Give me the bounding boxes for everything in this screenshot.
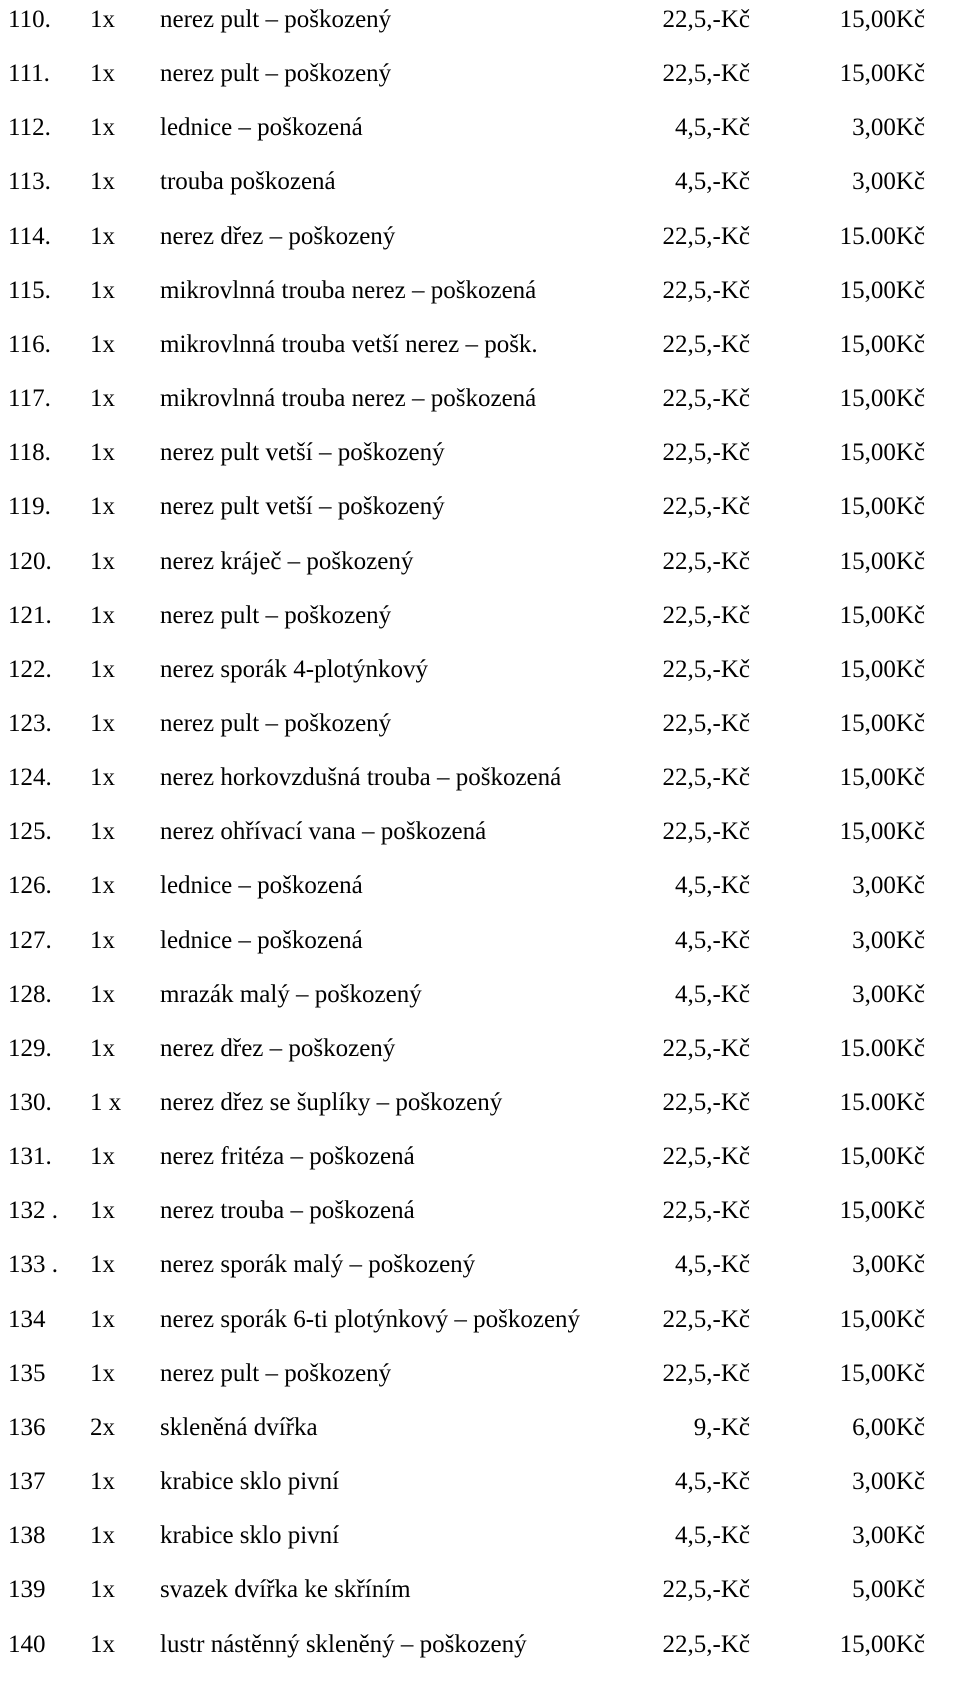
list-item	[0, 1191, 960, 1231]
item-value: 15,00Kč	[839, 276, 925, 304]
item-price: 22,5,-Kč	[662, 222, 750, 250]
list-item	[0, 596, 960, 636]
item-description: nerez dřez se šuplíky – poškozený	[160, 1089, 503, 1116]
item-price: 9,-Kč	[693, 1413, 750, 1441]
item-description: nerez pult – poškozený	[160, 601, 392, 629]
item-quantity: 1x	[90, 547, 115, 575]
item-number: 134	[8, 1305, 46, 1333]
item-description: nerez ohřívací vana – poškozená	[160, 818, 487, 846]
item-value: 6,00Kč	[852, 1413, 925, 1441]
item-number: 138	[8, 1522, 46, 1550]
item-price: 4,5,-Kč	[675, 1468, 750, 1496]
item-description: mrazák malý – poškozený	[160, 980, 422, 1008]
list-item	[0, 1570, 960, 1610]
list-item	[0, 1625, 960, 1665]
item-value: 3,00Kč	[852, 872, 925, 900]
item-value: 3,00Kč	[852, 1522, 925, 1550]
item-number: 111.	[8, 60, 50, 88]
item-price: 22,5,-Kč	[662, 547, 750, 575]
item-quantity: 1x	[90, 1034, 115, 1062]
list-item	[0, 54, 960, 94]
item-price: 22,5,-Kč	[662, 276, 750, 304]
item-description: nerez trouba – poškozená	[160, 1197, 415, 1225]
list-item	[0, 758, 960, 798]
item-description: nerez horkovzdušná trouba – poškozená	[160, 764, 562, 792]
item-price: 4,5,-Kč	[675, 168, 750, 196]
item-description: nerez pult – poškozený	[160, 60, 392, 88]
item-description: mikrovlnná trouba nerez – poškozená	[160, 385, 537, 413]
item-price: 22,5,-Kč	[662, 1305, 750, 1333]
item-price: 22,5,-Kč	[662, 764, 750, 792]
item-price: 22,5,-Kč	[662, 439, 750, 467]
item-quantity: 1x	[90, 601, 115, 629]
item-description: nerez dřez – poškozený	[160, 222, 396, 250]
item-quantity: 1x	[90, 1576, 115, 1604]
item-quantity: 1x	[90, 493, 115, 521]
list-item	[0, 162, 960, 202]
list-item	[0, 1516, 960, 1556]
item-description: trouba poškozená	[160, 168, 336, 196]
item-quantity: 1x	[90, 222, 115, 250]
item-description: nerez fritéza – poškozená	[160, 1143, 415, 1171]
item-value: 15,00Kč	[839, 1197, 925, 1225]
item-quantity: 1 x	[90, 1089, 122, 1116]
item-price: 22,5,-Kč	[662, 655, 750, 683]
list-item	[0, 325, 960, 365]
item-price: 4,5,-Kč	[675, 926, 750, 954]
item-number: 124.	[8, 764, 52, 792]
item-price: 22,5,-Kč	[662, 818, 750, 846]
list-item	[0, 1245, 960, 1285]
item-description: lednice – poškozená	[160, 872, 363, 900]
item-quantity: 1x	[90, 276, 115, 304]
item-number: 119.	[8, 493, 51, 521]
item-description: nerez dřez – poškozený	[160, 1034, 396, 1062]
item-value: 15,00Kč	[839, 655, 925, 683]
list-item	[0, 542, 960, 582]
item-description: nerez kráječ – poškozený	[160, 547, 414, 575]
item-price: 22,5,-Kč	[662, 1089, 750, 1116]
list-item	[0, 271, 960, 311]
item-number: 137	[8, 1468, 46, 1496]
list-item	[0, 704, 960, 744]
item-quantity: 1x	[90, 114, 115, 142]
item-value: 15,00Kč	[839, 493, 925, 521]
item-quantity: 1x	[90, 6, 115, 33]
list-item	[0, 108, 960, 148]
item-number: 110.	[8, 6, 51, 33]
item-quantity: 1x	[90, 655, 115, 683]
item-value: 3,00Kč	[852, 1468, 925, 1496]
item-value: 15,00Kč	[839, 1143, 925, 1171]
item-quantity: 1x	[90, 1197, 115, 1225]
item-description: nerez pult – poškozený	[160, 6, 392, 33]
item-number: 132 .	[8, 1197, 58, 1225]
item-value: 15,00Kč	[839, 818, 925, 846]
item-quantity: 1x	[90, 1522, 115, 1550]
item-value: 15,00Kč	[839, 1305, 925, 1333]
item-number: 118.	[8, 439, 51, 467]
item-number: 113.	[8, 168, 51, 196]
item-value: 15,00Kč	[839, 330, 925, 358]
item-description: svazek dvířka ke skříním	[160, 1576, 411, 1604]
item-quantity: 1x	[90, 60, 115, 88]
item-value: 5,00Kč	[852, 1576, 925, 1604]
item-value: 15,00Kč	[839, 1630, 925, 1658]
item-description: nerez sporák 6-ti plotýnkový – poškozený	[160, 1305, 581, 1333]
item-price: 4,5,-Kč	[675, 872, 750, 900]
item-value: 15,00Kč	[839, 709, 925, 737]
item-price: 4,5,-Kč	[675, 980, 750, 1008]
item-price: 22,5,-Kč	[662, 330, 750, 358]
item-quantity: 1x	[90, 1468, 115, 1496]
item-price: 22,5,-Kč	[662, 1197, 750, 1225]
item-number: 128.	[8, 980, 52, 1008]
item-number: 136	[8, 1413, 46, 1441]
item-quantity: 1x	[90, 385, 115, 413]
item-value: 15.00Kč	[839, 1089, 925, 1116]
item-value: 15,00Kč	[839, 547, 925, 575]
item-value: 3,00Kč	[852, 114, 925, 142]
list-item	[0, 812, 960, 852]
item-price: 22,5,-Kč	[662, 1576, 750, 1604]
item-quantity: 1x	[90, 439, 115, 467]
item-number: 125.	[8, 818, 52, 846]
item-price: 22,5,-Kč	[662, 1143, 750, 1171]
item-description: mikrovlnná trouba vetší nerez – pošk.	[160, 330, 538, 358]
list-item	[0, 1083, 960, 1123]
item-description: nerez pult vetší – poškozený	[160, 439, 445, 467]
item-value: 15.00Kč	[839, 222, 925, 250]
item-value: 3,00Kč	[852, 168, 925, 196]
list-item	[0, 379, 960, 419]
list-item	[0, 866, 960, 906]
item-number: 112.	[8, 114, 51, 142]
list-item	[0, 487, 960, 527]
item-value: 15,00Kč	[839, 6, 925, 33]
item-description: nerez sporák 4-plotýnkový	[160, 655, 428, 683]
item-number: 135	[8, 1359, 46, 1387]
list-item	[0, 433, 960, 473]
item-number: 127.	[8, 926, 52, 954]
item-quantity: 1x	[90, 168, 115, 196]
item-description: krabice sklo pivní	[160, 1522, 340, 1550]
item-description: skleněná dvířka	[160, 1413, 318, 1441]
item-quantity: 1x	[90, 1143, 115, 1171]
item-price: 22,5,-Kč	[662, 1034, 750, 1062]
item-description: lednice – poškozená	[160, 926, 363, 954]
item-quantity: 1x	[90, 1359, 115, 1387]
list-item	[0, 1354, 960, 1394]
item-number: 130.	[8, 1089, 52, 1116]
item-quantity: 1x	[90, 1305, 115, 1333]
item-number: 114.	[8, 222, 51, 250]
item-number: 121.	[8, 601, 52, 629]
item-quantity: 1x	[90, 709, 115, 737]
item-value: 3,00Kč	[852, 980, 925, 1008]
item-price: 22,5,-Kč	[662, 709, 750, 737]
item-description: nerez pult vetší – poškozený	[160, 493, 445, 521]
list-item	[0, 0, 960, 40]
item-value: 15,00Kč	[839, 60, 925, 88]
item-price: 22,5,-Kč	[662, 1630, 750, 1658]
item-description: krabice sklo pivní	[160, 1468, 340, 1496]
item-value: 15,00Kč	[839, 1359, 925, 1387]
item-number: 126.	[8, 872, 52, 900]
list-item	[0, 650, 960, 690]
list-item	[0, 1137, 960, 1177]
item-quantity: 1x	[90, 980, 115, 1008]
item-number: 123.	[8, 709, 52, 737]
item-value: 15,00Kč	[839, 764, 925, 792]
item-price: 22,5,-Kč	[662, 60, 750, 88]
item-quantity: 1x	[90, 330, 115, 358]
list-item	[0, 975, 960, 1015]
item-value: 15,00Kč	[839, 601, 925, 629]
item-description: nerez pult – poškozený	[160, 1359, 392, 1387]
item-description: lustr nástěnný skleněný – poškozený	[160, 1630, 527, 1658]
item-description: nerez pult – poškozený	[160, 709, 392, 737]
item-price: 22,5,-Kč	[662, 493, 750, 521]
item-number: 115.	[8, 276, 51, 304]
item-quantity: 1x	[90, 1251, 115, 1279]
list-item	[0, 1300, 960, 1340]
item-number: 129.	[8, 1034, 52, 1062]
list-item	[0, 1462, 960, 1502]
item-number: 139	[8, 1576, 46, 1604]
item-quantity: 1x	[90, 1630, 115, 1658]
list-item	[0, 1029, 960, 1069]
item-price: 22,5,-Kč	[662, 385, 750, 413]
item-value: 15,00Kč	[839, 439, 925, 467]
item-quantity: 1x	[90, 926, 115, 954]
item-quantity: 1x	[90, 818, 115, 846]
list-item	[0, 217, 960, 257]
item-price: 22,5,-Kč	[662, 1359, 750, 1387]
item-number: 117.	[8, 385, 51, 413]
item-price: 4,5,-Kč	[675, 114, 750, 142]
item-value: 3,00Kč	[852, 926, 925, 954]
item-number: 140	[8, 1630, 46, 1658]
item-description: lednice – poškozená	[160, 114, 363, 142]
item-price: 4,5,-Kč	[675, 1251, 750, 1279]
item-quantity: 1x	[90, 872, 115, 900]
item-value: 3,00Kč	[852, 1251, 925, 1279]
list-item	[0, 921, 960, 961]
item-number: 120.	[8, 547, 52, 575]
item-value: 15.00Kč	[839, 1034, 925, 1062]
item-description: mikrovlnná trouba nerez – poškozená	[160, 276, 537, 304]
item-price: 22,5,-Kč	[662, 6, 750, 33]
item-price: 22,5,-Kč	[662, 601, 750, 629]
list-item	[0, 1408, 960, 1448]
item-description: nerez sporák malý – poškozený	[160, 1251, 476, 1279]
item-value: 15,00Kč	[839, 385, 925, 413]
item-number: 116.	[8, 330, 51, 358]
item-number: 122.	[8, 655, 52, 683]
item-quantity: 2x	[90, 1413, 115, 1441]
item-number: 131.	[8, 1143, 52, 1171]
item-number: 133 .	[8, 1251, 58, 1279]
item-quantity: 1x	[90, 764, 115, 792]
item-price: 4,5,-Kč	[675, 1522, 750, 1550]
